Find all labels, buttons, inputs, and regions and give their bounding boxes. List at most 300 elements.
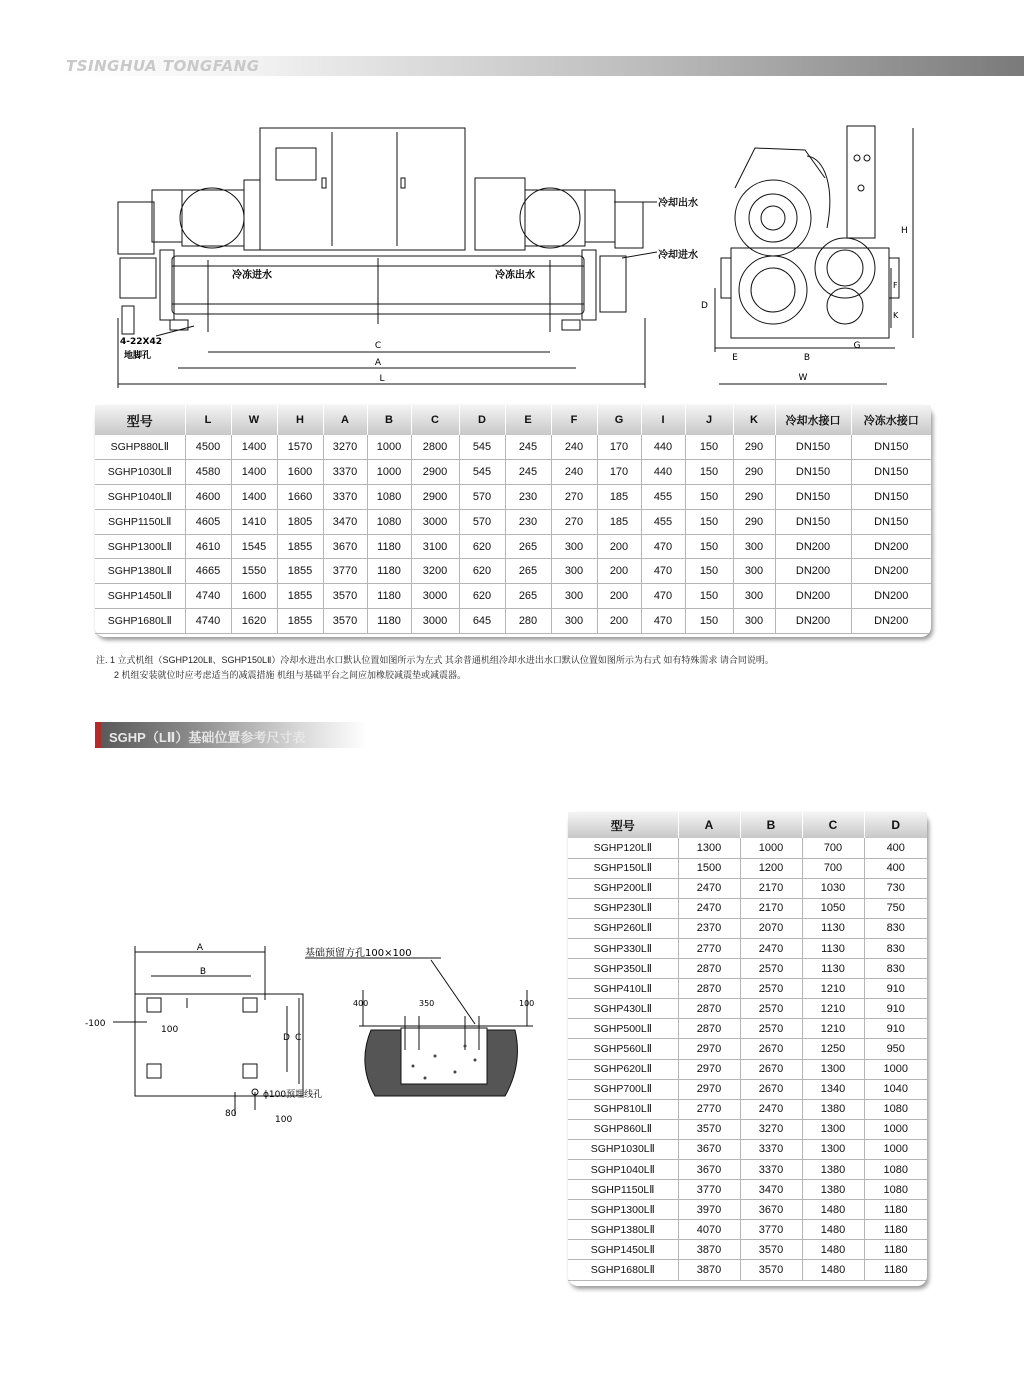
section-dim-400: 400 xyxy=(353,999,369,1008)
table-cell: 265 xyxy=(505,534,551,559)
table-cell: 4600 xyxy=(185,485,231,510)
table-row xyxy=(568,999,927,1019)
table-cell: 1180 xyxy=(367,584,411,609)
table-cell: 2570 xyxy=(740,999,802,1019)
table-cell: 230 xyxy=(505,485,551,510)
table-cell: 1340 xyxy=(802,1079,864,1099)
table-cell: DN200 xyxy=(851,534,931,559)
table-cell: 1180 xyxy=(864,1220,927,1240)
plan-dim-B: B xyxy=(199,967,207,977)
table-cell: 1050 xyxy=(802,898,864,918)
table-cell: DN150 xyxy=(851,485,931,510)
table-cell: 1380 xyxy=(802,1160,864,1180)
table-cell: DN150 xyxy=(851,460,931,485)
table-cell: 1620 xyxy=(231,609,277,634)
table-cell: 3200 xyxy=(411,559,459,584)
table-cell: 1080 xyxy=(864,1160,927,1180)
table-cell: 1000 xyxy=(864,1119,927,1139)
table-cell: 1400 xyxy=(231,435,277,460)
table-cell: SGHP500LⅡ xyxy=(568,1019,678,1039)
table-cell: 1545 xyxy=(231,534,277,559)
plan-dim-100b: 100 xyxy=(275,1115,293,1125)
table-cell: 4665 xyxy=(185,559,231,584)
table-cell: 290 xyxy=(733,509,775,534)
table-cell: DN150 xyxy=(775,435,851,460)
table-cell: 170 xyxy=(597,460,641,485)
table-cell: 150 xyxy=(685,435,733,460)
table-cell: 3670 xyxy=(740,1200,802,1220)
table-cell: 1400 xyxy=(231,485,277,510)
table-cell: 3100 xyxy=(411,534,459,559)
table-header-cell: 冷却水接口 xyxy=(775,405,851,435)
table-cell: 1180 xyxy=(367,559,411,584)
table-cell: 2970 xyxy=(678,1039,740,1059)
table-cell: SGHP150LⅡ xyxy=(568,858,678,878)
table-cell: 300 xyxy=(733,584,775,609)
table-cell: 2800 xyxy=(411,435,459,460)
table-cell: 270 xyxy=(551,509,597,534)
table-cell: 1180 xyxy=(367,534,411,559)
table-cell: DN200 xyxy=(851,559,931,584)
table-cell: 1380 xyxy=(802,1099,864,1119)
table-cell: 1200 xyxy=(740,858,802,878)
table-cell: 4610 xyxy=(185,534,231,559)
table-cell: 1080 xyxy=(864,1099,927,1119)
anchor-holes-sub-label: 地脚孔 xyxy=(124,351,152,361)
dim-C-label: C xyxy=(374,341,382,351)
table-cell: 3000 xyxy=(411,509,459,534)
table-cell: SGHP1150LⅡ xyxy=(95,509,185,534)
table-cell: 1600 xyxy=(277,460,323,485)
table-cell: 300 xyxy=(551,559,597,584)
table-row xyxy=(568,898,927,918)
table-cell: 1180 xyxy=(864,1200,927,1220)
table-cell: 245 xyxy=(505,460,551,485)
table-cell: 470 xyxy=(641,609,685,634)
table-cell: 1480 xyxy=(802,1220,864,1240)
table-header-cell: J xyxy=(685,405,733,435)
table-cell: 3570 xyxy=(323,584,367,609)
square-hole-label: 基础预留方孔100×100 xyxy=(305,948,412,959)
table-cell: 910 xyxy=(864,979,927,999)
table-row xyxy=(568,1019,927,1039)
table-cell: 3370 xyxy=(740,1160,802,1180)
table-cell: 1080 xyxy=(367,485,411,510)
table-cell: 2770 xyxy=(678,1099,740,1119)
table-cell: 3270 xyxy=(323,435,367,460)
table-cell: 2970 xyxy=(678,1079,740,1099)
table-row xyxy=(568,938,927,958)
table-cell: SGHP1680LⅡ xyxy=(95,609,185,634)
table-cell: 280 xyxy=(505,609,551,634)
table-cell: 1300 xyxy=(802,1139,864,1159)
plan-dim-100: 100 xyxy=(161,1025,179,1035)
table-cell: 300 xyxy=(733,534,775,559)
table-cell: 230 xyxy=(505,509,551,534)
table-cell: 1250 xyxy=(802,1039,864,1059)
table-cell: DN200 xyxy=(775,559,851,584)
table-header-cell: C xyxy=(411,405,459,435)
table-cell: 200 xyxy=(597,584,641,609)
table-cell: 185 xyxy=(597,509,641,534)
table-cell: 1480 xyxy=(802,1260,864,1280)
table-cell: 470 xyxy=(641,584,685,609)
table-cell: DN150 xyxy=(851,509,931,534)
table-cell: DN150 xyxy=(775,460,851,485)
plan-dim-D: D xyxy=(283,1033,290,1043)
table-cell: SGHP1680LⅡ xyxy=(568,1260,678,1280)
table-cell: 1570 xyxy=(277,435,323,460)
table-cell: 150 xyxy=(685,609,733,634)
table-cell: 1300 xyxy=(678,838,740,858)
table-cell: 1040 xyxy=(864,1079,927,1099)
table-row xyxy=(95,509,931,534)
table-cell: DN200 xyxy=(851,609,931,634)
table-cell: 2170 xyxy=(740,878,802,898)
brand-logo: TSINGHUA TONGFANG xyxy=(66,57,260,75)
table-cell: 400 xyxy=(864,858,927,878)
table-cell: 1380 xyxy=(802,1180,864,1200)
table-cell: 1210 xyxy=(802,999,864,1019)
table-cell: 545 xyxy=(459,435,505,460)
table-cell: 150 xyxy=(685,460,733,485)
table-cell: 1000 xyxy=(864,1139,927,1159)
table-cell: 270 xyxy=(551,485,597,510)
table-cell: 2570 xyxy=(740,1019,802,1039)
table-cell: 1130 xyxy=(802,959,864,979)
table-cell: 3570 xyxy=(678,1119,740,1139)
table-cell: 1300 xyxy=(802,1119,864,1139)
plan-dim-minus100: -100 xyxy=(85,1019,106,1029)
table-header-row xyxy=(95,405,931,435)
table-cell: 265 xyxy=(505,584,551,609)
table-cell: 3370 xyxy=(740,1139,802,1159)
table-cell: 200 xyxy=(597,534,641,559)
table-header-cell: B xyxy=(367,405,411,435)
table-cell: DN200 xyxy=(851,584,931,609)
table-cell: 3670 xyxy=(678,1139,740,1159)
table-cell: 2870 xyxy=(678,979,740,999)
table-cell: 620 xyxy=(459,559,505,584)
table-row xyxy=(95,460,931,485)
table-cell: 2170 xyxy=(740,898,802,918)
section-title: SGHP（LⅡ）基础位置参考尺寸表 xyxy=(109,730,306,745)
table-header-cell: D xyxy=(459,405,505,435)
table-cell: 1000 xyxy=(864,1059,927,1079)
table-cell: 200 xyxy=(597,559,641,584)
table-cell: 245 xyxy=(505,435,551,460)
table-cell: 545 xyxy=(459,460,505,485)
table-cell: 290 xyxy=(733,485,775,510)
table-cell: 620 xyxy=(459,534,505,559)
note-2: 2 机组安装就位时应考虑适当的减震措施 机组与基础平台之间应加橡胶减震垫或减震器。 xyxy=(114,670,467,680)
dim-K-label: K xyxy=(893,311,899,320)
table-cell: 2900 xyxy=(411,460,459,485)
table-cell: 300 xyxy=(733,609,775,634)
table-cell: 2870 xyxy=(678,959,740,979)
table-row xyxy=(95,435,931,460)
table-row xyxy=(568,959,927,979)
table-cell: 2470 xyxy=(678,898,740,918)
table-cell: 3770 xyxy=(323,559,367,584)
table-header-cell: B xyxy=(740,812,802,838)
table-row xyxy=(568,1039,927,1059)
table-cell: 1180 xyxy=(864,1240,927,1260)
table-cell: SGHP200LⅡ xyxy=(568,878,678,898)
table-cell: 2570 xyxy=(740,959,802,979)
table-cell: SGHP810LⅡ xyxy=(568,1099,678,1119)
table-cell: 150 xyxy=(685,559,733,584)
table-cell: 4740 xyxy=(185,609,231,634)
table-header-cell: H xyxy=(277,405,323,435)
table-cell: 2670 xyxy=(740,1079,802,1099)
table-cell: 3670 xyxy=(678,1160,740,1180)
table-cell: 4740 xyxy=(185,584,231,609)
notes xyxy=(96,653,774,683)
table-header-cell: L xyxy=(185,405,231,435)
table-cell: 150 xyxy=(685,584,733,609)
table-cell: 3370 xyxy=(323,485,367,510)
table-cell: 950 xyxy=(864,1039,927,1059)
table-cell: SGHP410LⅡ xyxy=(568,979,678,999)
table-cell: 3470 xyxy=(323,509,367,534)
table-header-cell: 型号 xyxy=(95,405,185,435)
table-cell: 440 xyxy=(641,435,685,460)
table-cell: SGHP700LⅡ xyxy=(568,1079,678,1099)
table-cell: 4500 xyxy=(185,435,231,460)
plan-dim-80: 80 xyxy=(225,1109,237,1119)
table-cell: 830 xyxy=(864,959,927,979)
dim-H-label: H xyxy=(901,226,908,236)
table-cell: 730 xyxy=(864,878,927,898)
table-row xyxy=(568,1079,927,1099)
table-cell: 2970 xyxy=(678,1059,740,1079)
dim-F-label: F xyxy=(893,281,898,290)
table-cell: 1180 xyxy=(367,609,411,634)
plan-dim-C: C xyxy=(295,1033,302,1043)
table-cell: 2470 xyxy=(740,938,802,958)
table-cell: 1500 xyxy=(678,858,740,878)
table-cell: 3270 xyxy=(740,1119,802,1139)
table-cell: SGHP860LⅡ xyxy=(568,1119,678,1139)
table-cell: 830 xyxy=(864,938,927,958)
table-cell: 2670 xyxy=(740,1039,802,1059)
table-cell: 570 xyxy=(459,509,505,534)
table-cell: 1855 xyxy=(277,559,323,584)
table-cell: 3770 xyxy=(740,1220,802,1240)
dim-B-label: B xyxy=(803,353,811,363)
table-header-cell: F xyxy=(551,405,597,435)
table-cell: 1855 xyxy=(277,584,323,609)
table-cell: SGHP1380LⅡ xyxy=(568,1220,678,1240)
table-cell: SGHP1380LⅡ xyxy=(95,559,185,584)
table-cell: 700 xyxy=(802,838,864,858)
table-cell: 1000 xyxy=(367,460,411,485)
table-cell: 150 xyxy=(685,534,733,559)
table-cell: 3870 xyxy=(678,1260,740,1280)
table-cell: 1300 xyxy=(802,1059,864,1079)
table-cell: 2870 xyxy=(678,999,740,1019)
dim-G-label: G xyxy=(853,341,861,351)
table-row xyxy=(568,1059,927,1079)
table-row xyxy=(568,838,927,858)
table-cell: 455 xyxy=(641,509,685,534)
table-cell: 1410 xyxy=(231,509,277,534)
table-row xyxy=(568,1119,927,1139)
cooling-in-label: 冷却进水 xyxy=(658,250,698,261)
table-cell: DN150 xyxy=(851,435,931,460)
table-header-cell: A xyxy=(323,405,367,435)
table-header-cell: 冷冻水接口 xyxy=(851,405,931,435)
table-header-cell: G xyxy=(597,405,641,435)
table-cell: 300 xyxy=(551,534,597,559)
table-cell: SGHP1300LⅡ xyxy=(568,1200,678,1220)
section-dim-350: 350 xyxy=(419,999,435,1008)
table-cell: SGHP1030LⅡ xyxy=(95,460,185,485)
chilled-out-label: 冷冻出水 xyxy=(495,270,535,281)
table-cell: DN150 xyxy=(775,485,851,510)
table-cell: 1210 xyxy=(802,1019,864,1039)
table-cell: SGHP350LⅡ xyxy=(568,959,678,979)
table-row xyxy=(568,1160,927,1180)
table-row xyxy=(568,878,927,898)
table-cell: DN200 xyxy=(775,534,851,559)
table-cell: 1130 xyxy=(802,938,864,958)
table-cell: SGHP1450LⅡ xyxy=(95,584,185,609)
table-cell: 265 xyxy=(505,559,551,584)
pipe-hole-label: ϕ100预埋线孔 xyxy=(263,1090,323,1100)
table-cell: 1000 xyxy=(367,435,411,460)
section-dim-100: 100 xyxy=(519,999,535,1008)
table-cell: SGHP1030LⅡ xyxy=(568,1139,678,1159)
table-cell: 3000 xyxy=(411,609,459,634)
cooling-out-label: 冷却出水 xyxy=(658,198,698,209)
table-cell: 2870 xyxy=(678,1019,740,1039)
dim-A-label: A xyxy=(374,358,382,368)
foundation-section-drawing xyxy=(305,946,545,1116)
table-cell: 2470 xyxy=(740,1099,802,1119)
dim-D-label: D xyxy=(701,301,708,311)
table-row xyxy=(95,584,931,609)
table-cell: SGHP120LⅡ xyxy=(568,838,678,858)
table-cell: 2670 xyxy=(740,1059,802,1079)
table-cell: SGHP260LⅡ xyxy=(568,918,678,938)
table-cell: 3570 xyxy=(323,609,367,634)
table-cell: SGHP230LⅡ xyxy=(568,898,678,918)
table-cell: 620 xyxy=(459,584,505,609)
table-cell: 645 xyxy=(459,609,505,634)
table-cell: 1480 xyxy=(802,1200,864,1220)
table-cell: SGHP430LⅡ xyxy=(568,999,678,1019)
table-cell: 150 xyxy=(685,485,733,510)
table-cell: DN200 xyxy=(775,584,851,609)
dimensions-table xyxy=(95,405,931,637)
chilled-in-label: 冷冻进水 xyxy=(232,270,272,281)
table-cell: 3770 xyxy=(678,1180,740,1200)
foundation-plan-drawing xyxy=(85,940,323,1130)
table-cell: DN200 xyxy=(775,609,851,634)
table-cell: 240 xyxy=(551,460,597,485)
table-cell: 290 xyxy=(733,435,775,460)
table-row xyxy=(568,1180,927,1200)
table-cell: SGHP560LⅡ xyxy=(568,1039,678,1059)
table-cell: 910 xyxy=(864,1019,927,1039)
table-cell: 830 xyxy=(864,918,927,938)
table-cell: 470 xyxy=(641,559,685,584)
table-cell: SGHP1040LⅡ xyxy=(95,485,185,510)
table-cell: 1660 xyxy=(277,485,323,510)
table-cell: 1080 xyxy=(864,1180,927,1200)
table-cell: 4070 xyxy=(678,1220,740,1240)
table-row xyxy=(568,1200,927,1220)
table-cell: 2770 xyxy=(678,938,740,958)
table-cell: 3000 xyxy=(411,584,459,609)
table-cell: 300 xyxy=(551,584,597,609)
table-cell: 1855 xyxy=(277,609,323,634)
table-cell: 1180 xyxy=(864,1260,927,1280)
table-cell: 2570 xyxy=(740,979,802,999)
dim-W-label: W xyxy=(798,373,808,383)
table-row xyxy=(95,559,931,584)
dim-L-label: L xyxy=(379,374,385,384)
table-cell: 2070 xyxy=(740,918,802,938)
plan-dim-A: A xyxy=(196,943,204,953)
table-row xyxy=(568,1260,927,1280)
table-cell: 1600 xyxy=(231,584,277,609)
table-cell: SGHP1450LⅡ xyxy=(568,1240,678,1260)
table-cell: 2370 xyxy=(678,918,740,938)
table-row xyxy=(568,1220,927,1240)
table-header-cell: A xyxy=(678,812,740,838)
table-cell: 455 xyxy=(641,485,685,510)
dim-E-label: E xyxy=(732,353,738,363)
side-view-drawing xyxy=(695,118,925,390)
table-header-cell: D xyxy=(864,812,927,838)
table-row xyxy=(95,485,931,510)
table-cell: SGHP880LⅡ xyxy=(95,435,185,460)
table-cell: SGHP330LⅡ xyxy=(568,938,678,958)
table-cell: 170 xyxy=(597,435,641,460)
section-banner xyxy=(95,722,367,748)
table-row xyxy=(568,1240,927,1260)
table-cell: 3570 xyxy=(740,1240,802,1260)
table-cell: 240 xyxy=(551,435,597,460)
table-cell: 910 xyxy=(864,999,927,1019)
table-cell: 200 xyxy=(597,609,641,634)
table-cell: 4580 xyxy=(185,460,231,485)
front-view-drawing xyxy=(100,118,660,390)
table-cell: SGHP1040LⅡ xyxy=(568,1160,678,1180)
table-cell: 1550 xyxy=(231,559,277,584)
foundation-table xyxy=(568,812,927,1286)
table-cell: 1000 xyxy=(740,838,802,858)
anchor-holes-label: 4-22X42 xyxy=(120,337,162,347)
table-cell: DN150 xyxy=(775,509,851,534)
table-cell: 2470 xyxy=(678,878,740,898)
table-cell: 3470 xyxy=(740,1180,802,1200)
table-cell: 1210 xyxy=(802,979,864,999)
table-cell: SGHP620LⅡ xyxy=(568,1059,678,1079)
table-cell: 440 xyxy=(641,460,685,485)
table-header-cell: 型号 xyxy=(568,812,678,838)
table-cell: 400 xyxy=(864,838,927,858)
table-header-cell: C xyxy=(802,812,864,838)
table-header-cell: E xyxy=(505,405,551,435)
table-row xyxy=(568,918,927,938)
table-cell: 1130 xyxy=(802,918,864,938)
table-row xyxy=(568,1139,927,1159)
table-cell: 1030 xyxy=(802,878,864,898)
